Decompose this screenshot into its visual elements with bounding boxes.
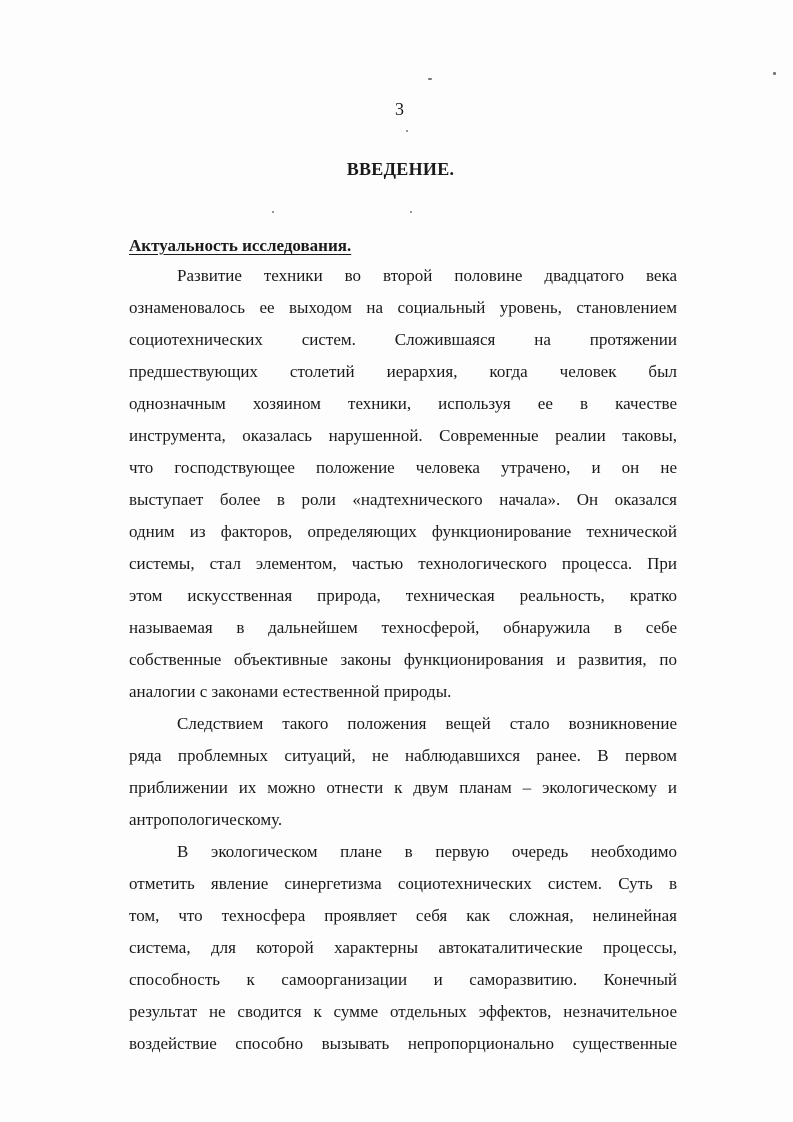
text-line-content: системы, стал элементом, частью технологического процесса. При bbox=[129, 554, 677, 573]
text-line-content: что господствующее положение человека утрачено, и он не bbox=[129, 458, 677, 477]
text-line-content: ознаменовалось ее выходом на социальный уровень, становлением bbox=[129, 298, 677, 317]
text-line bbox=[129, 612, 677, 644]
text-line-content: одним из факторов, определяющих функционирование технической bbox=[129, 522, 677, 541]
text-line bbox=[129, 804, 677, 836]
text-line bbox=[129, 548, 677, 580]
scan-speck bbox=[428, 78, 432, 80]
section-title: Актуальность исследования. bbox=[129, 236, 352, 255]
text-line-content: В экологическом плане в первую очередь необходимо bbox=[177, 842, 677, 861]
text-line-content: отметить явление синергетизма социотехнических систем. Суть в bbox=[129, 874, 677, 893]
text-line bbox=[129, 676, 677, 708]
text-line-content: воздействие способно вызывать непропорционально существенные bbox=[129, 1034, 677, 1053]
scan-speck bbox=[773, 72, 776, 75]
text-line bbox=[129, 516, 677, 548]
page-title: ВВЕДЕНИЕ. bbox=[346, 159, 455, 179]
text-line bbox=[129, 964, 677, 996]
text-line bbox=[129, 484, 677, 516]
text-line-content: однозначным хозяином техники, используя ее в качестве bbox=[129, 394, 677, 413]
text-line bbox=[129, 452, 677, 484]
body-text bbox=[129, 260, 677, 1060]
text-line-content: инструмента, оказалась нарушенной. Современные реалии таковы, bbox=[129, 426, 677, 445]
text-line bbox=[129, 772, 677, 804]
text-line-content: Развитие техники во второй половине двадцатого века bbox=[177, 266, 677, 285]
text-line-content: выступает более в роли «надтехнического начала». Он оказался bbox=[129, 490, 677, 509]
text-line bbox=[129, 932, 677, 964]
text-line-content: том, что техносфера проявляет себя как сложная, нелинейная bbox=[129, 906, 677, 925]
text-line bbox=[129, 644, 677, 676]
text-line bbox=[129, 868, 677, 900]
text-line bbox=[129, 260, 677, 292]
text-line-content: способность к самоорганизации и саморазвитию. Конечный bbox=[129, 970, 677, 989]
text-line bbox=[129, 708, 677, 740]
text-line bbox=[129, 836, 677, 868]
text-line-content: Следствием такого положения вещей стало возникновение bbox=[177, 714, 677, 733]
text-line bbox=[129, 356, 677, 388]
page-number: 3 bbox=[395, 99, 404, 119]
text-line bbox=[129, 324, 677, 356]
text-line bbox=[129, 292, 677, 324]
text-line-content: антропологическому. bbox=[129, 810, 283, 829]
text-line-content: собственные объективные законы функционирования и развития, по bbox=[129, 650, 677, 669]
text-line-content: называемая в дальнейшем техносферой, обнаружила в себе bbox=[129, 618, 677, 637]
text-line-content: аналогии с законами естественной природы. bbox=[129, 682, 452, 701]
text-line-content: ряда проблемных ситуаций, не наблюдавшихся ранее. В первом bbox=[129, 746, 677, 765]
text-line-content: результат не сводится к сумме отдельных эффектов, незначительное bbox=[129, 1002, 677, 1021]
text-line-content: социотехнических систем. Сложившаяся на протяжении bbox=[129, 330, 677, 349]
text-line bbox=[129, 1028, 677, 1060]
text-line-content: предшествующих столетий иерархия, когда человек был bbox=[129, 362, 677, 381]
text-line bbox=[129, 996, 677, 1028]
scan-speck bbox=[272, 211, 274, 213]
scan-speck bbox=[410, 211, 412, 213]
text-line bbox=[129, 580, 677, 612]
text-line-content: приближении их можно отнести к двум планам – экологическому и bbox=[129, 778, 677, 797]
text-line-content: этом искусственная природа, техническая реальность, кратко bbox=[129, 586, 677, 605]
text-line bbox=[129, 900, 677, 932]
text-line bbox=[129, 388, 677, 420]
text-line bbox=[129, 740, 677, 772]
scan-speck bbox=[406, 130, 408, 132]
text-line bbox=[129, 420, 677, 452]
text-line-content: система, для которой характерны автокаталитические процессы, bbox=[129, 938, 677, 957]
